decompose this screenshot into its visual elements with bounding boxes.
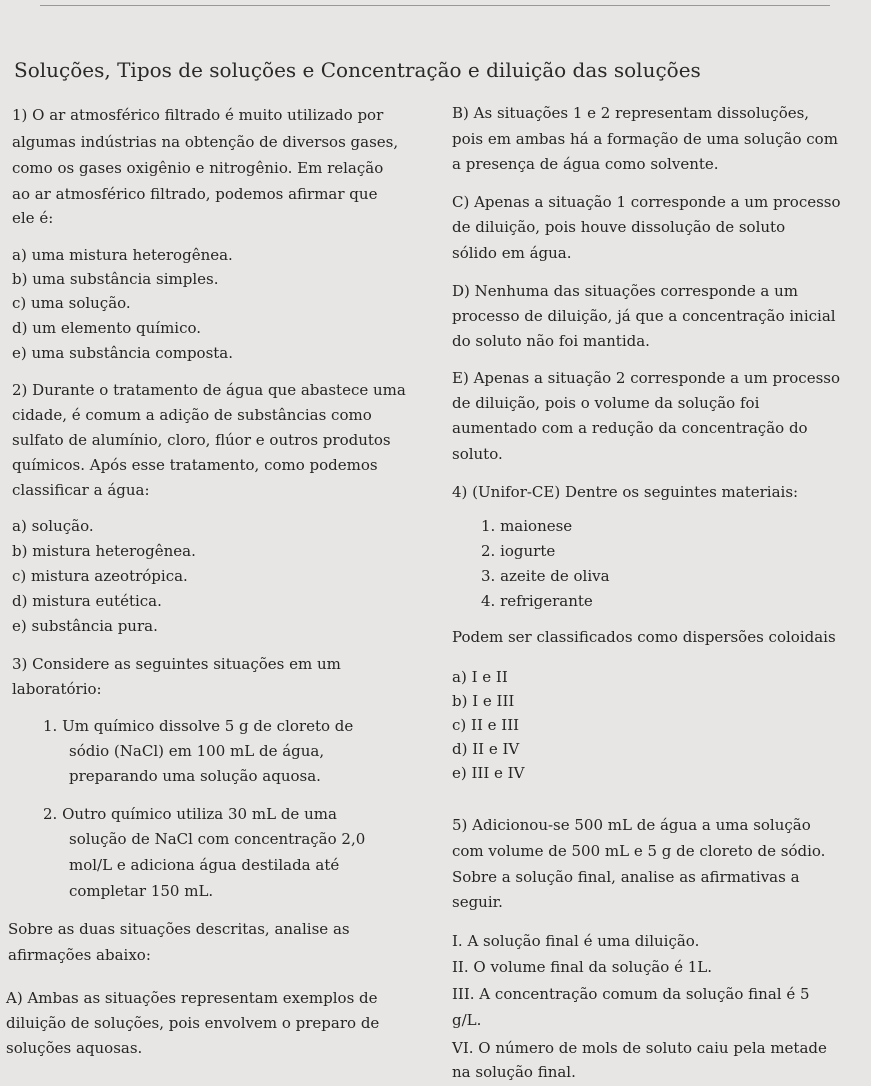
question-5-statement: VI. O número de mols de soluto caiu pela metade [452,1039,827,1057]
question-2-text-line: cidade, é comum a adição de substâncias como [12,406,372,424]
question-4-option-b: b) I e III [452,692,515,710]
question-1-option-c: c) uma solução. [12,294,131,312]
question-2-text-line: 2) Durante o tratamento de água que abastece uma [12,381,406,399]
question-1-text-line: ao ar atmosférico filtrado, podemos afirmar que [12,185,378,203]
question-4-material: 3. azeite de oliva [481,567,610,585]
question-3-option-e: de diluição, pois o volume da solução foi [452,394,760,412]
question-1-option-d: d) um elemento químico. [12,319,202,337]
question-1-text-line: 1) O ar atmosférico filtrado é muito utilizado por [12,106,384,124]
question-3-option-d: processo de diluição, já que a concentração inicial [452,307,836,325]
question-3-situation-2: solução de NaCl com concentração 2,0 [69,830,366,848]
question-5-text-line: Sobre a solução final, analise as afirmativas a [452,868,800,886]
question-2-option-d: d) mistura eutética. [12,592,162,610]
question-3-prompt: Sobre as duas situações descritas, analise as [8,920,350,938]
question-3-situation-1: sódio (NaCl) em 100 mL de água, [69,742,325,760]
question-1-option-e: e) uma substância composta. [12,344,234,362]
question-2-text-line: sulfato de alumínio, cloro, flúor e outros produtos [12,431,391,449]
question-3-situation-2: 2. Outro químico utiliza 30 mL de uma [43,805,337,823]
question-3-option-c: sólido em água. [452,244,572,262]
question-1-text-line: algumas indústrias na obtenção de diversos gases, [12,133,399,151]
question-3-option-b: B) As situações 1 e 2 representam dissoluções, [452,104,810,122]
question-3-situation-1: preparando uma solução aquosa. [69,767,321,785]
question-3-option-b: pois em ambas há a formação de uma solução com [452,130,838,148]
question-3-option-d: D) Nenhuma das situações corresponde a um [452,282,798,300]
page-title: Soluções, Tipos de soluções e Concentração e diluição das soluções [14,58,701,82]
question-4-option-a: a) I e II [452,668,508,686]
question-5-text-line: com volume de 500 mL e 5 g de cloreto de sódio. [452,842,826,860]
question-4-option-c: c) II e III [452,716,520,734]
question-3-text-line: laboratório: [12,680,102,698]
question-5-statement: III. A concentração comum da solução final é 5 [452,985,810,1003]
question-1-option-b: b) uma substância simples. [12,270,219,288]
question-5-text-line: seguir. [452,893,503,911]
question-4-option-e: e) III e IV [452,764,525,782]
question-2-text-line: químicos. Após esse tratamento, como podemos [12,456,378,474]
page-top-rule [40,5,830,6]
question-3-option-c: de diluição, pois houve dissolução de soluto [452,218,786,236]
question-4-material: 2. iogurte [481,542,556,560]
question-1-option-a: a) uma mistura heterogênea. [12,246,233,264]
question-3-situation-2: completar 150 mL. [69,882,214,900]
question-4-prompt: Podem ser classificados como dispersões coloidais [452,628,836,646]
question-2-option-c: c) mistura azeotrópica. [12,567,188,585]
question-3-option-c: C) Apenas a situação 1 corresponde a um processo [452,193,841,211]
question-3-prompt: afirmações abaixo: [8,946,151,964]
question-3-option-a: diluição de soluções, pois envolvem o preparo de [6,1014,380,1032]
question-4-material: 4. refrigerante [481,592,593,610]
question-5-text-line: 5) Adicionou-se 500 mL de água a uma solução [452,816,811,834]
question-2-option-a: a) solução. [12,517,94,535]
question-3-option-a: A) Ambas as situações representam exemplos de [6,989,378,1007]
question-1-text-line: como os gases oxigênio e nitrogênio. Em relação [12,159,384,177]
question-1-text-line: ele é: [12,209,54,227]
question-4-material: 1. maionese [481,517,573,535]
question-2-text-line: classificar a água: [12,481,150,499]
question-3-text-line: 3) Considere as seguintes situações em um [12,655,341,673]
question-3-option-e: soluto. [452,445,503,463]
question-5-statement: I. A solução final é uma diluição. [452,932,700,950]
question-3-option-e: aumentado com a redução da concentração do [452,419,808,437]
question-3-option-b: a presença de água como solvente. [452,155,719,173]
question-5-statement: g/L. [452,1011,482,1029]
question-4-text: 4) (Unifor-CE) Dentre os seguintes materiais: [452,483,799,501]
question-3-situation-1: 1. Um químico dissolve 5 g de cloreto de [43,717,354,735]
question-4-option-d: d) II e IV [452,740,520,758]
question-3-option-a: soluções aquosas. [6,1039,143,1057]
question-5-statement: II. O volume final da solução é 1L. [452,958,713,976]
question-2-option-e: e) substância pura. [12,617,158,635]
question-2-option-b: b) mistura heterogênea. [12,542,196,560]
question-3-situation-2: mol/L e adiciona água destilada até [69,856,340,874]
question-3-option-e: E) Apenas a situação 2 corresponde a um processo [452,369,841,387]
question-3-option-d: do soluto não foi mantida. [452,332,650,350]
question-5-statement: na solução final. [452,1063,576,1081]
